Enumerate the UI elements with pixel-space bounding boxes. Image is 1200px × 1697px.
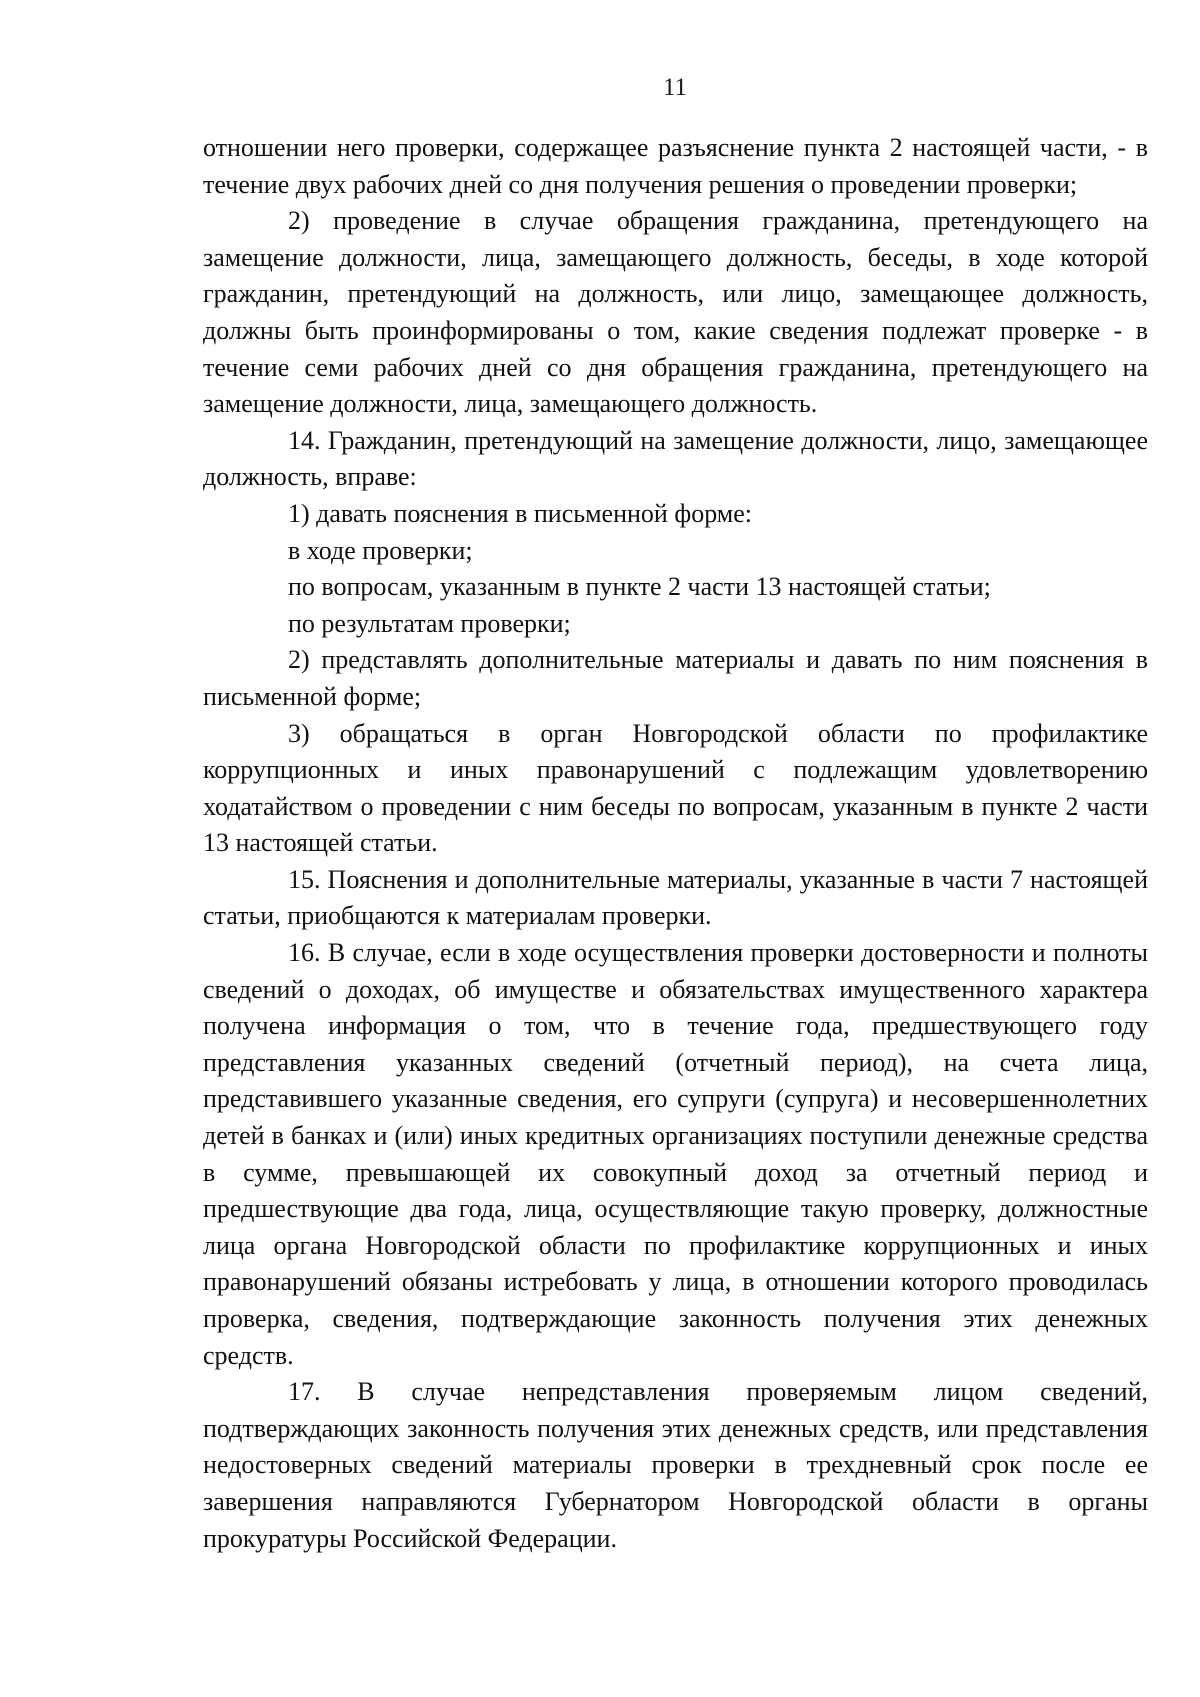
- paragraph-section-14: 14. Гражданин, претендующий на замещение должности, лицо, замещающее должность, вправе:: [203, 425, 1148, 492]
- list-item-results: по результатам проверки;: [288, 608, 571, 638]
- paragraph-section-17: 17. В случае непредставления проверяемым лицом сведений, подтверждающих законность получения этих денежных средств, или представления недостоверных сведений материалы проверки в трехдневный срок после ее завершения направляются Губернатором Новгородской области в органы прокуратуры Российской Федерации.: [203, 1377, 1148, 1553]
- document-body: [203, 130, 1148, 1557]
- paragraph-section-16: 16. В случае, если в ходе осуществления проверки достоверности и полноты сведений о доходах, об имуществе и обязательствах имущественного характера получена информация о том, что в течение года, предшествующего году представления указанных сведений (отчетный период), на счета лица, представившего указанные сведения, его супруги (супруга) и несовершеннолетних детей в банках и (или) иных кредитных организациях поступили денежные средства в сумме, превышающей их совокупный доход за отчетный период и предшествующие два года, лица, осуществляющие такую проверку, должностные лица органа Новгородской области по профилактике коррупционных и иных правонарушений обязаны истребовать у лица, в отношении которого проводилась проверка, сведения, подтверждающие законность получения этих денежных средств.: [203, 938, 1148, 1370]
- paragraph-item-2-interview: 2) проведение в случае обращения гражданина, претендующего на замещение должности, лица, замещающего должность, беседы, в ходе которой гражданин, претендующий на должность, или лицо, замещающее должность, должны быть проинформированы о том, какие сведения подлежат проверке - в течение семи рабочих дней со дня обращения гражданина, претендующего на замещение должности, лица, замещающего должность.: [203, 206, 1148, 419]
- list-item-during-check: в ходе проверки;: [288, 535, 473, 565]
- page-number: 11: [662, 74, 688, 101]
- paragraph-petition: 3) обращаться в орган Новгородской области по профилактике коррупционных и иных правонарушений с подлежащим удовлетворению ходатайством о проведении с ним беседы по вопросам, указанным в пункте 2 части 13 настоящей статьи.: [203, 718, 1148, 858]
- paragraph-section-15: 15. Пояснения и дополнительные материалы, указанные в части 7 настоящей статьи, приобщаются к материалам проверки.: [203, 864, 1148, 931]
- list-item-explanations: 1) давать пояснения в письменной форме:: [288, 498, 753, 528]
- paragraph-continuation: отношении него проверки, содержащее разъяснение пункта 2 настоящей части, - в течение двух рабочих дней со дня получения решения о проведении проверки;: [203, 133, 1148, 199]
- list-item-questions: по вопросам, указанным в пункте 2 части 13 настоящей статьи;: [288, 572, 991, 602]
- paragraph-additional-materials: 2) представлять дополнительные материалы и давать по ним пояснения в письменной форме;: [203, 645, 1148, 711]
